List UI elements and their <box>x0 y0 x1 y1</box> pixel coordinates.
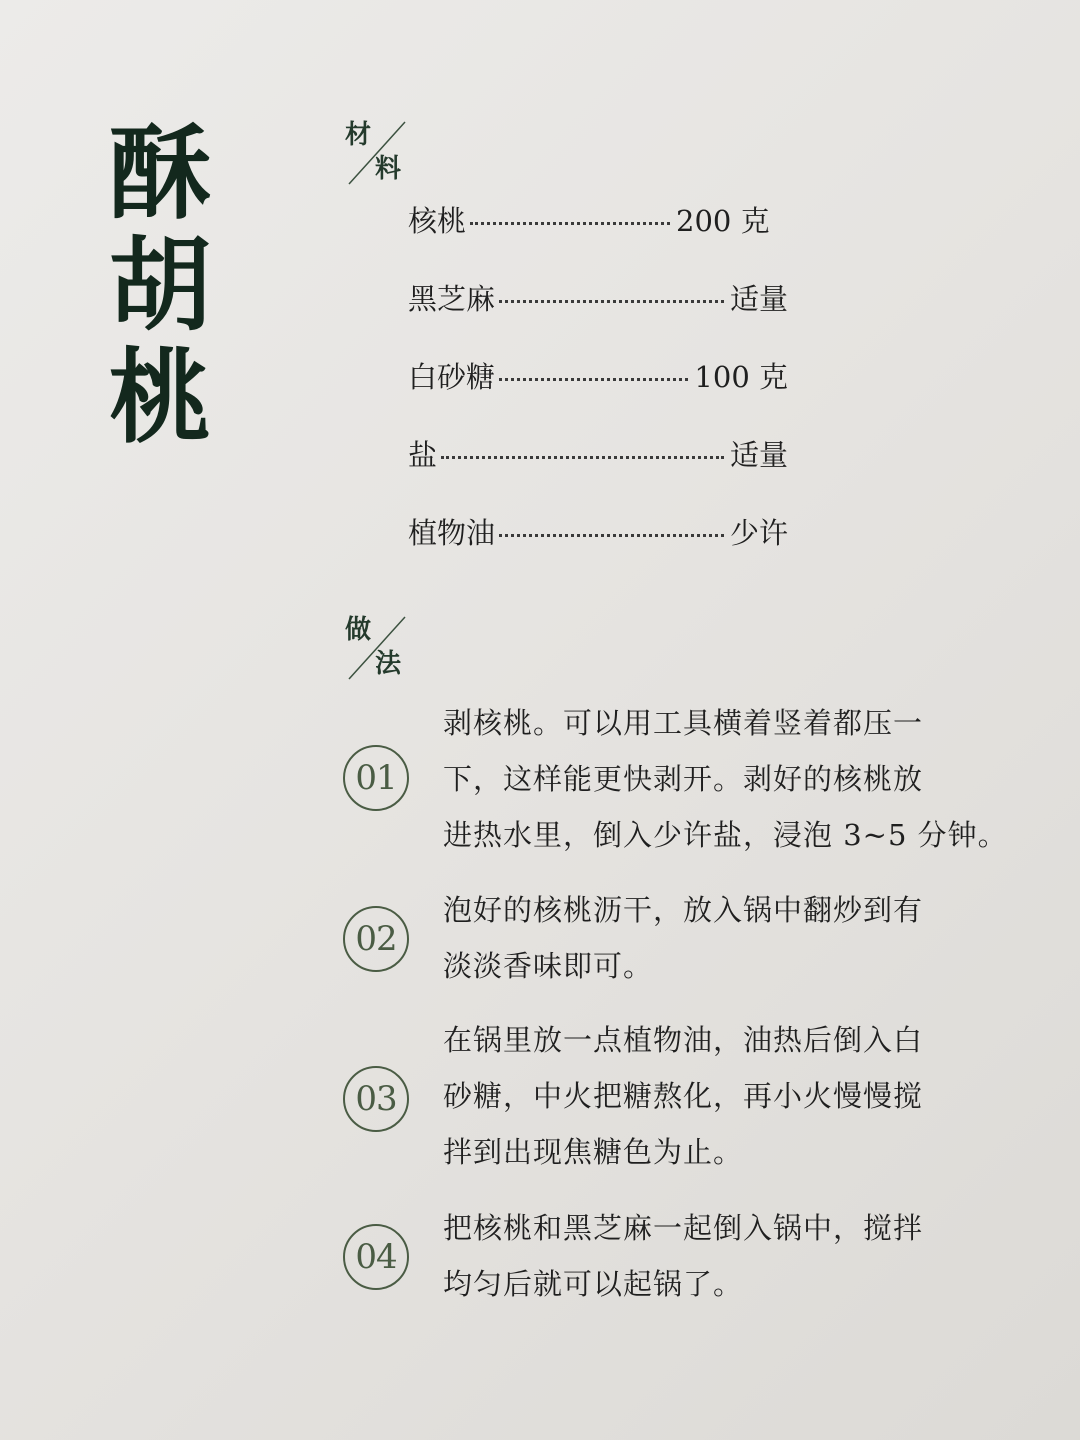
materials-heading <box>345 120 425 190</box>
step-line: 把核桃和黑芝麻一起倒入锅中，搅拌 <box>443 1211 924 1245</box>
step-line: 剥核桃。可以用工具横着竖着都压一 <box>443 706 924 740</box>
leader-dots <box>499 299 724 303</box>
ingredient-name: 白砂糖 <box>408 360 496 394</box>
step-line: 在锅里放一点植物油，油热后倒入白 <box>443 1023 924 1057</box>
ingredient-amount: 适量 <box>729 438 788 472</box>
step-line: 淡淡香味即可。 <box>443 949 654 983</box>
step-text <box>443 1200 968 1312</box>
step-number-badge: 01 <box>343 745 409 811</box>
step-text <box>443 882 968 994</box>
ingredient-name: 核桃 <box>408 204 467 238</box>
ingredient-name: 盐 <box>408 438 438 472</box>
ingredient-list <box>408 196 788 586</box>
ingredient-amount: 200 克 <box>676 204 770 238</box>
ingredient-row <box>408 274 788 352</box>
materials-heading-char: 料 <box>375 154 402 184</box>
leader-dots <box>470 221 670 225</box>
method-heading <box>345 615 425 685</box>
ingredient-row <box>408 352 788 430</box>
step-line: 进热水里，倒入少许盐，浸泡 3~5 分钟。 <box>443 818 1008 852</box>
step-number-badge: 02 <box>343 906 409 972</box>
ingredient-amount: 100 克 <box>694 360 788 394</box>
step-line: 砂糖，中火把糖熬化，再小火慢慢搅 <box>443 1079 924 1113</box>
step-number-badge: 04 <box>343 1224 409 1290</box>
method-heading-char: 做 <box>345 615 372 645</box>
leader-dots <box>441 455 724 459</box>
step-line: 下，这样能更快剥开。剥好的核桃放 <box>443 762 924 796</box>
leader-dots <box>499 377 688 381</box>
ingredient-row <box>408 196 788 274</box>
method-heading-char: 法 <box>375 649 402 679</box>
title-char: 胡 <box>109 226 211 346</box>
ingredient-name: 黑芝麻 <box>408 282 496 316</box>
title-char: 桃 <box>109 338 211 458</box>
step-text <box>443 695 1008 863</box>
step-text <box>443 1012 968 1180</box>
step-line: 拌到出现焦糖色为止。 <box>443 1135 744 1169</box>
step-line: 均匀后就可以起锅了。 <box>443 1267 744 1301</box>
materials-heading-char: 材 <box>345 120 372 150</box>
step-line: 泡好的核桃沥干，放入锅中翻炒到有 <box>443 893 924 927</box>
ingredient-amount: 少许 <box>729 516 788 550</box>
ingredient-name: 植物油 <box>408 516 496 550</box>
step-number-badge: 03 <box>343 1066 409 1132</box>
recipe-title <box>104 114 216 458</box>
ingredient-row <box>408 430 788 508</box>
ingredient-row <box>408 508 788 586</box>
ingredient-amount: 适量 <box>729 282 788 316</box>
leader-dots <box>499 533 724 537</box>
title-char: 酥 <box>109 114 211 234</box>
